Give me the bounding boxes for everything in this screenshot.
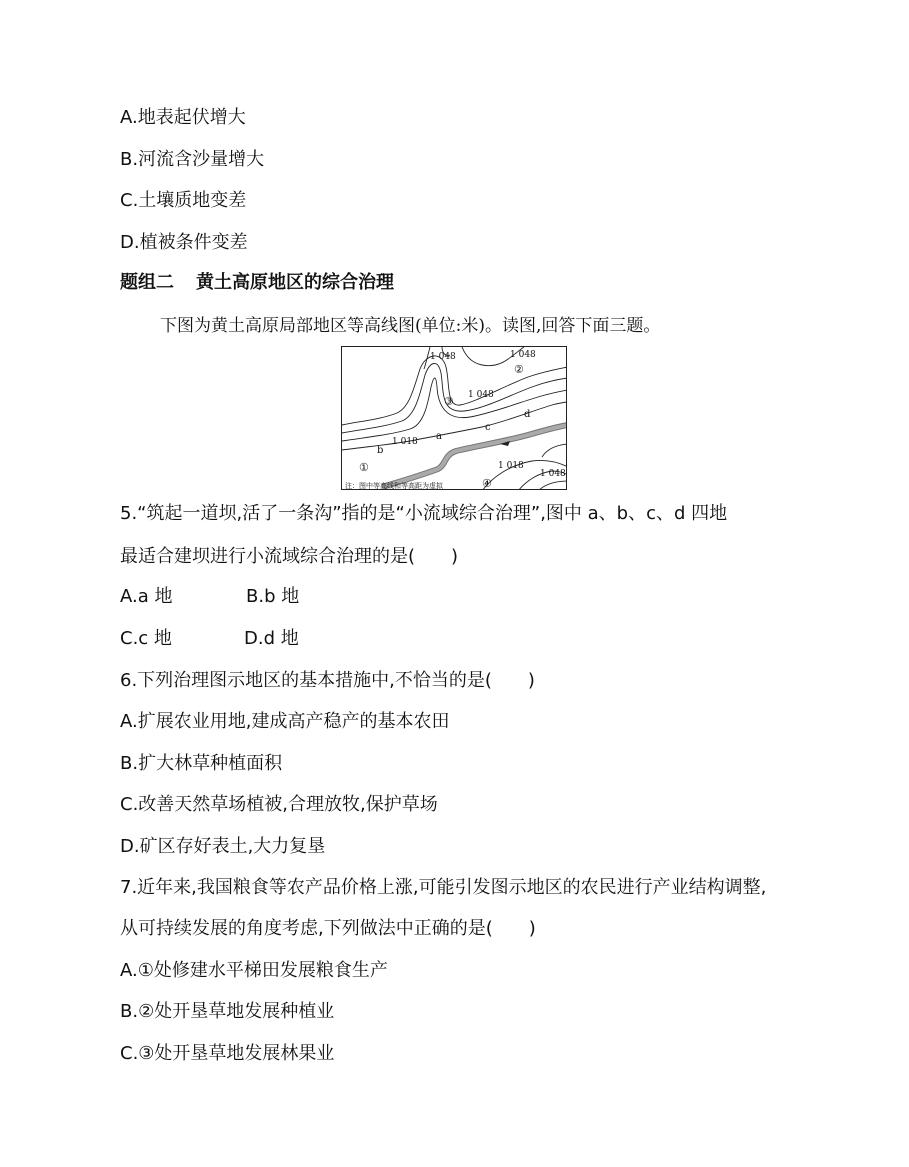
contour-label-1018-a: 1 018 (392, 437, 418, 447)
contour-map (341, 346, 567, 490)
site-3-marker: ③ (444, 395, 454, 408)
q6-option-d: D.矿区存好表土,大力复垦 (120, 836, 326, 857)
site-2-marker: ② (514, 363, 524, 376)
q7-option-b: B.②处开垦草地发展种植业 (120, 1001, 335, 1022)
q5-options-row2 (120, 627, 299, 651)
q6-option-b: B.扩大林草种植面积 (120, 753, 283, 774)
q5-option-a: A.a 地 (120, 586, 173, 607)
q5-option-b: B.b 地 (246, 586, 300, 607)
option-b: B.河流含沙量增大 (120, 149, 265, 170)
q5-option-d: D.d 地 (244, 628, 299, 649)
option-a: A.地表起伏增大 (120, 107, 246, 128)
option-d: D.植被条件变差 (120, 232, 248, 253)
point-b-label: b (377, 445, 384, 456)
site-1-marker: ① (359, 461, 369, 474)
contour-label-1048-c: 1 048 (468, 390, 494, 400)
group-heading-label: 题组二 (120, 272, 174, 293)
q6-option-a: A.扩展农业用地,建成高产稳产的基本农田 (120, 711, 450, 732)
q6-stem: 6.下列治理图示地区的基本措施中,不恰当的是( ) (120, 670, 535, 691)
contour-label-1048-a: 1 048 (430, 352, 456, 362)
q5-stem-line2: 最适合建坝进行小流域综合治理的是( ) (120, 546, 459, 567)
q7-option-a: A.①处修建水平梯田发展粮食生产 (120, 960, 388, 981)
contour-label-1048-b: 1 048 (510, 350, 536, 360)
q6-option-c: C.改善天然草场植被,合理放牧,保护草场 (120, 794, 438, 815)
site-4-marker: ④ (482, 477, 492, 490)
q7-option-c: C.③处开垦草地发展林果业 (120, 1043, 335, 1064)
group-heading (120, 271, 394, 295)
contour-label-1048-d: 1 048 (540, 469, 566, 479)
option-c: C.土壤质地变差 (120, 190, 247, 211)
point-c-label: c (485, 422, 491, 433)
q7-stem-line2: 从可持续发展的角度考虑,下列做法中正确的是( ) (120, 918, 536, 939)
group-heading-title: 黄土高原地区的综合治理 (196, 272, 394, 293)
map-note: 注：图中等高线和等高距为虚拟 (345, 482, 443, 490)
point-d-label: d (524, 409, 531, 420)
intro-text: 下图为黄土高原局部地区等高线图(单位:米)。读图,回答下面三题。 (160, 316, 661, 336)
q5-stem-line1: 5.“筑起一道坝,活了一条沟”指的是“小流域综合治理”,图中 a、b、c、d 四地 (120, 503, 728, 524)
q7-stem-line1: 7.近年来,我国粮食等农产品价格上涨,可能引发图示地区的农民进行产业结构调整, (120, 877, 767, 898)
q5-options-row1 (120, 585, 299, 609)
point-a-label: a (436, 431, 442, 442)
q5-option-c: C.c 地 (120, 628, 172, 649)
contour-label-1018-b: 1 018 (498, 461, 524, 471)
